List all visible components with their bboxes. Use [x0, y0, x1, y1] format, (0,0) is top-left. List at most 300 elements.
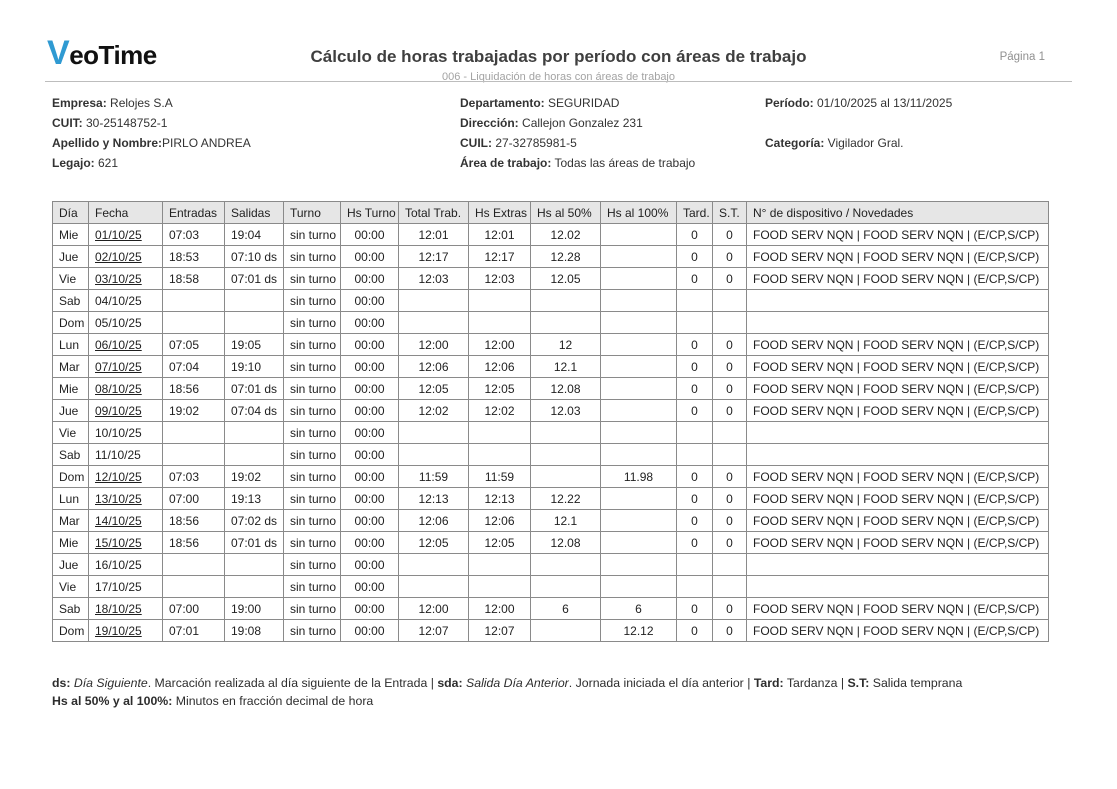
cell-shift: sin turno	[284, 268, 341, 290]
cell-hs100	[601, 422, 677, 444]
cell-shift_hs: 00:00	[341, 356, 399, 378]
cell-out: 19:00	[225, 598, 284, 620]
cell-hs50: 6	[531, 598, 601, 620]
cell-hs50	[531, 444, 601, 466]
cell-shift: sin turno	[284, 532, 341, 554]
cell-extras	[469, 312, 531, 334]
cell-device: FOOD SERV NQN | FOOD SERV NQN | (E/CP,S/CP)	[747, 224, 1049, 246]
cell-device: FOOD SERV NQN | FOOD SERV NQN | (E/CP,S/CP)	[747, 356, 1049, 378]
cell-day: Vie	[53, 268, 89, 290]
cell-extras: 12:07	[469, 620, 531, 642]
cell-hs50: 12.05	[531, 268, 601, 290]
cell-hs50: 12.22	[531, 488, 601, 510]
cell-total: 12:02	[399, 400, 469, 422]
info-value: 30-25148752-1	[82, 116, 168, 130]
cell-extras	[469, 290, 531, 312]
date-link[interactable]: 13/10/25	[95, 491, 142, 506]
cell-late	[677, 576, 713, 598]
cell-early	[713, 576, 747, 598]
cell-shift_hs: 00:00	[341, 422, 399, 444]
info-line	[52, 113, 251, 133]
cell-total: 12:13	[399, 488, 469, 510]
date-link[interactable]: 02/10/25	[95, 249, 142, 264]
cell-day: Mar	[53, 510, 89, 532]
cell-shift: sin turno	[284, 466, 341, 488]
cell-shift_hs: 00:00	[341, 620, 399, 642]
info-value: Callejon Gonzalez 231	[518, 116, 643, 130]
cell-in	[163, 444, 225, 466]
cell-device	[747, 290, 1049, 312]
info-line	[52, 93, 251, 113]
cell-device: FOOD SERV NQN | FOOD SERV NQN | (E/CP,S/CP)	[747, 334, 1049, 356]
cell-day: Sab	[53, 598, 89, 620]
column-header: Día	[53, 202, 89, 224]
cell-shift: sin turno	[284, 312, 341, 334]
cell-total	[399, 444, 469, 466]
cell-early: 0	[713, 356, 747, 378]
cell-late	[677, 554, 713, 576]
cell-early: 0	[713, 268, 747, 290]
cell-hs100	[601, 268, 677, 290]
cell-late: 0	[677, 246, 713, 268]
cell-hs50: 12.08	[531, 378, 601, 400]
legend-segment: S.T:	[847, 676, 870, 690]
table-body	[53, 224, 1049, 642]
date-link[interactable]: 07/10/25	[95, 359, 142, 374]
header-divider	[45, 81, 1072, 82]
cell-shift: sin turno	[284, 444, 341, 466]
cell-out	[225, 312, 284, 334]
info-label: Categoría:	[765, 136, 825, 150]
cell-shift_hs: 00:00	[341, 598, 399, 620]
legend-segment: Hs al 50% y al 100%:	[52, 694, 173, 708]
table-row	[53, 510, 1049, 532]
date-link[interactable]: 08/10/25	[95, 381, 142, 396]
date-link[interactable]: 06/10/25	[95, 337, 142, 352]
cell-date	[89, 246, 163, 268]
cell-shift: sin turno	[284, 620, 341, 642]
cell-out: 07:02 ds	[225, 510, 284, 532]
cell-device: FOOD SERV NQN | FOOD SERV NQN | (E/CP,S/CP)	[747, 466, 1049, 488]
cell-out: 07:01 ds	[225, 268, 284, 290]
info-label: Legajo:	[52, 156, 95, 170]
info-value: 01/10/2025 al 13/11/2025	[813, 96, 953, 110]
cell-out: 19:02	[225, 466, 284, 488]
cell-shift_hs: 00:00	[341, 378, 399, 400]
cell-shift: sin turno	[284, 488, 341, 510]
cell-shift_hs: 00:00	[341, 334, 399, 356]
cell-in: 07:05	[163, 334, 225, 356]
cell-device	[747, 312, 1049, 334]
cell-extras: 11:59	[469, 466, 531, 488]
cell-out: 19:08	[225, 620, 284, 642]
cell-total: 12:00	[399, 334, 469, 356]
cell-hs50	[531, 620, 601, 642]
cell-out	[225, 422, 284, 444]
cell-hs100	[601, 290, 677, 312]
cell-in: 07:01	[163, 620, 225, 642]
cell-in: 07:00	[163, 598, 225, 620]
cell-early	[713, 312, 747, 334]
cell-date: 04/10/25	[89, 290, 163, 312]
cell-extras: 12:00	[469, 598, 531, 620]
cell-total	[399, 422, 469, 444]
cell-day: Mar	[53, 356, 89, 378]
cell-late: 0	[677, 598, 713, 620]
cell-hs100	[601, 400, 677, 422]
cell-late	[677, 422, 713, 444]
info-column-0	[52, 93, 251, 173]
cell-hs100	[601, 576, 677, 598]
page-number: Página 1	[999, 51, 1045, 63]
cell-date	[89, 400, 163, 422]
cell-date	[89, 268, 163, 290]
cell-hs100	[601, 312, 677, 334]
cell-in	[163, 290, 225, 312]
table-row	[53, 268, 1049, 290]
cell-out	[225, 554, 284, 576]
cell-device: FOOD SERV NQN | FOOD SERV NQN | (E/CP,S/CP)	[747, 620, 1049, 642]
column-header: S.T.	[713, 202, 747, 224]
legend-segment: Salida Día Anterior	[462, 676, 569, 690]
table-row	[53, 378, 1049, 400]
cell-early: 0	[713, 620, 747, 642]
cell-hs50: 12.03	[531, 400, 601, 422]
column-header: Hs Extras	[469, 202, 531, 224]
cell-hs50: 12.1	[531, 356, 601, 378]
cell-shift_hs: 00:00	[341, 576, 399, 598]
legend-segment: . Marcación realizada al día siguiente de la Entrada |	[147, 676, 438, 690]
cell-total: 12:17	[399, 246, 469, 268]
table-row	[53, 334, 1049, 356]
table-row	[53, 532, 1049, 554]
cell-shift_hs: 00:00	[341, 268, 399, 290]
cell-hs100: 12.12	[601, 620, 677, 642]
cell-late: 0	[677, 334, 713, 356]
info-label: CUIL:	[460, 136, 492, 150]
table-row	[53, 356, 1049, 378]
cell-out: 19:13	[225, 488, 284, 510]
cell-early	[713, 444, 747, 466]
cell-total: 12:06	[399, 356, 469, 378]
legend-segment: . Jornada iniciada el día anterior |	[568, 676, 754, 690]
cell-date	[89, 378, 163, 400]
cell-day: Dom	[53, 312, 89, 334]
cell-date	[89, 598, 163, 620]
cell-hs100	[601, 224, 677, 246]
cell-extras: 12:05	[469, 378, 531, 400]
column-header: Entradas	[163, 202, 225, 224]
info-value: SEGURIDAD	[544, 96, 620, 110]
cell-hs100	[601, 334, 677, 356]
cell-in: 18:58	[163, 268, 225, 290]
cell-early: 0	[713, 400, 747, 422]
date-link[interactable]: 03/10/25	[95, 271, 142, 286]
column-header: Tard.	[677, 202, 713, 224]
cell-shift: sin turno	[284, 400, 341, 422]
cell-day: Lun	[53, 334, 89, 356]
legend-segment: Minutos en fracción decimal de hora	[172, 694, 374, 708]
legend-segment: ds:	[52, 676, 71, 690]
table-row	[53, 576, 1049, 598]
legend-segment: Día Siguiente	[70, 676, 148, 690]
cell-in: 07:03	[163, 224, 225, 246]
cell-device: FOOD SERV NQN | FOOD SERV NQN | (E/CP,S/CP)	[747, 400, 1049, 422]
cell-in	[163, 422, 225, 444]
cell-late: 0	[677, 400, 713, 422]
date-link[interactable]: 18/10/25	[95, 601, 142, 616]
info-label: Área de trabajo:	[460, 156, 552, 170]
cell-device: FOOD SERV NQN | FOOD SERV NQN | (E/CP,S/CP)	[747, 268, 1049, 290]
cell-hs100	[601, 356, 677, 378]
cell-early: 0	[713, 510, 747, 532]
info-line	[460, 93, 695, 113]
date-link[interactable]: 09/10/25	[95, 403, 142, 418]
cell-in	[163, 576, 225, 598]
cell-out	[225, 290, 284, 312]
cell-in	[163, 554, 225, 576]
cell-late: 0	[677, 620, 713, 642]
date-link[interactable]: 01/10/25	[95, 227, 142, 242]
cell-out	[225, 576, 284, 598]
cell-shift: sin turno	[284, 598, 341, 620]
cell-total: 12:01	[399, 224, 469, 246]
cell-date	[89, 224, 163, 246]
cell-extras: 12:03	[469, 268, 531, 290]
date-link[interactable]: 14/10/25	[95, 513, 142, 528]
info-label: Período:	[765, 96, 814, 110]
info-value: Relojes S.A	[106, 96, 173, 110]
info-value: Todas las áreas de trabajo	[551, 156, 696, 170]
cell-total: 12:00	[399, 598, 469, 620]
table-row	[53, 466, 1049, 488]
info-label: Departamento:	[460, 96, 545, 110]
cell-total	[399, 554, 469, 576]
cell-out: 07:01 ds	[225, 532, 284, 554]
table-row	[53, 246, 1049, 268]
cell-shift: sin turno	[284, 510, 341, 532]
table-row	[53, 554, 1049, 576]
cell-shift: sin turno	[284, 246, 341, 268]
cell-early: 0	[713, 466, 747, 488]
cell-date: 10/10/25	[89, 422, 163, 444]
info-column-2	[765, 93, 952, 173]
cell-shift_hs: 00:00	[341, 444, 399, 466]
cell-late	[677, 444, 713, 466]
cell-in: 07:04	[163, 356, 225, 378]
info-column-1	[460, 93, 695, 173]
cell-device	[747, 576, 1049, 598]
cell-out: 07:10 ds	[225, 246, 284, 268]
cell-extras: 12:06	[469, 510, 531, 532]
cell-hs100: 11.98	[601, 466, 677, 488]
cell-shift_hs: 00:00	[341, 532, 399, 554]
cell-day: Mie	[53, 224, 89, 246]
cell-late: 0	[677, 466, 713, 488]
cell-in: 18:53	[163, 246, 225, 268]
logo-v-mark: V	[47, 34, 70, 72]
cell-date: 17/10/25	[89, 576, 163, 598]
cell-device	[747, 554, 1049, 576]
cell-shift: sin turno	[284, 356, 341, 378]
report-subtitle: 006 - Liquidación de horas con áreas de trabajo	[442, 71, 675, 83]
cell-total: 12:03	[399, 268, 469, 290]
cell-in: 18:56	[163, 378, 225, 400]
cell-device	[747, 444, 1049, 466]
cell-extras: 12:13	[469, 488, 531, 510]
legend-line-2	[52, 692, 1077, 710]
legend-segment: Salida temprana	[869, 676, 963, 690]
cell-total: 12:07	[399, 620, 469, 642]
legend-segment: sda:	[437, 676, 463, 690]
cell-shift: sin turno	[284, 290, 341, 312]
cell-total: 11:59	[399, 466, 469, 488]
cell-extras	[469, 422, 531, 444]
cell-day: Vie	[53, 576, 89, 598]
cell-late: 0	[677, 356, 713, 378]
cell-device	[747, 422, 1049, 444]
info-label: Empresa:	[52, 96, 107, 110]
cell-shift_hs: 00:00	[341, 312, 399, 334]
cell-shift: sin turno	[284, 422, 341, 444]
cell-hs50: 12.1	[531, 510, 601, 532]
cell-out	[225, 444, 284, 466]
cell-total: 12:06	[399, 510, 469, 532]
date-link[interactable]: 15/10/25	[95, 535, 142, 550]
cell-shift_hs: 00:00	[341, 400, 399, 422]
cell-hs100	[601, 246, 677, 268]
column-header: Hs al 100%	[601, 202, 677, 224]
cell-shift_hs: 00:00	[341, 290, 399, 312]
info-line	[460, 133, 695, 153]
cell-late: 0	[677, 510, 713, 532]
cell-day: Dom	[53, 620, 89, 642]
column-header: Hs al 50%	[531, 202, 601, 224]
footer-legend	[52, 674, 1077, 710]
info-value: 27-32785981-5	[492, 136, 577, 150]
table-row	[53, 488, 1049, 510]
cell-hs100	[601, 378, 677, 400]
cell-shift_hs: 00:00	[341, 224, 399, 246]
cell-shift_hs: 00:00	[341, 510, 399, 532]
table-row	[53, 312, 1049, 334]
cell-extras	[469, 576, 531, 598]
cell-day: Vie	[53, 422, 89, 444]
table-row	[53, 444, 1049, 466]
logo-wordmark: eoTime	[69, 40, 157, 70]
cell-hs100: 6	[601, 598, 677, 620]
cell-out: 19:10	[225, 356, 284, 378]
cell-hs50	[531, 290, 601, 312]
cell-extras: 12:06	[469, 356, 531, 378]
cell-total: 12:05	[399, 532, 469, 554]
info-section	[0, 93, 1117, 188]
cell-shift: sin turno	[284, 224, 341, 246]
cell-early: 0	[713, 378, 747, 400]
table-row	[53, 224, 1049, 246]
column-header: N° de dispositivo / Novedades	[747, 202, 1049, 224]
cell-shift: sin turno	[284, 378, 341, 400]
cell-late	[677, 312, 713, 334]
cell-hs50: 12.02	[531, 224, 601, 246]
cell-shift: sin turno	[284, 576, 341, 598]
cell-extras: 12:02	[469, 400, 531, 422]
table-row	[53, 290, 1049, 312]
cell-early	[713, 422, 747, 444]
cell-late: 0	[677, 224, 713, 246]
date-link[interactable]: 12/10/25	[95, 469, 142, 484]
cell-hs50	[531, 576, 601, 598]
cell-total	[399, 290, 469, 312]
cell-extras	[469, 554, 531, 576]
cell-hs50	[531, 422, 601, 444]
cell-device: FOOD SERV NQN | FOOD SERV NQN | (E/CP,S/CP)	[747, 378, 1049, 400]
cell-hs100	[601, 554, 677, 576]
cell-late	[677, 290, 713, 312]
cell-day: Mie	[53, 378, 89, 400]
cell-extras: 12:17	[469, 246, 531, 268]
cell-device: FOOD SERV NQN | FOOD SERV NQN | (E/CP,S/CP)	[747, 488, 1049, 510]
cell-date	[89, 466, 163, 488]
cell-late: 0	[677, 532, 713, 554]
cell-shift_hs: 00:00	[341, 488, 399, 510]
cell-early: 0	[713, 532, 747, 554]
column-header: Hs Turno	[341, 202, 399, 224]
cell-date: 05/10/25	[89, 312, 163, 334]
info-line	[460, 153, 695, 173]
legend-line-1	[52, 674, 1077, 692]
cell-device: FOOD SERV NQN | FOOD SERV NQN | (E/CP,S/CP)	[747, 246, 1049, 268]
cell-hs50: 12	[531, 334, 601, 356]
cell-hs50	[531, 554, 601, 576]
cell-date	[89, 532, 163, 554]
info-line	[765, 133, 952, 153]
cell-day: Sab	[53, 444, 89, 466]
cell-hs100	[601, 444, 677, 466]
cell-total	[399, 312, 469, 334]
cell-early	[713, 290, 747, 312]
cell-date	[89, 620, 163, 642]
cell-out: 19:04	[225, 224, 284, 246]
table-row	[53, 422, 1049, 444]
hours-table	[52, 201, 1049, 642]
cell-date	[89, 356, 163, 378]
cell-in: 18:56	[163, 532, 225, 554]
cell-late: 0	[677, 488, 713, 510]
cell-day: Lun	[53, 488, 89, 510]
cell-total: 12:05	[399, 378, 469, 400]
cell-extras: 12:01	[469, 224, 531, 246]
cell-hs100	[601, 488, 677, 510]
cell-day: Mie	[53, 532, 89, 554]
page-title: Cálculo de horas trabajadas por período con áreas de trabajo	[310, 47, 807, 66]
legend-segment: Tard:	[753, 676, 784, 690]
cell-day: Sab	[53, 290, 89, 312]
info-line	[460, 113, 695, 133]
cell-date	[89, 334, 163, 356]
cell-date	[89, 488, 163, 510]
cell-hs100	[601, 532, 677, 554]
info-label: Apellido y Nombre:	[52, 136, 163, 150]
cell-out: 07:04 ds	[225, 400, 284, 422]
cell-late: 0	[677, 268, 713, 290]
date-link[interactable]: 19/10/25	[95, 623, 142, 638]
cell-hs100	[601, 510, 677, 532]
cell-shift_hs: 00:00	[341, 554, 399, 576]
table-row	[53, 400, 1049, 422]
table-header-row	[53, 202, 1049, 224]
table-row	[53, 598, 1049, 620]
